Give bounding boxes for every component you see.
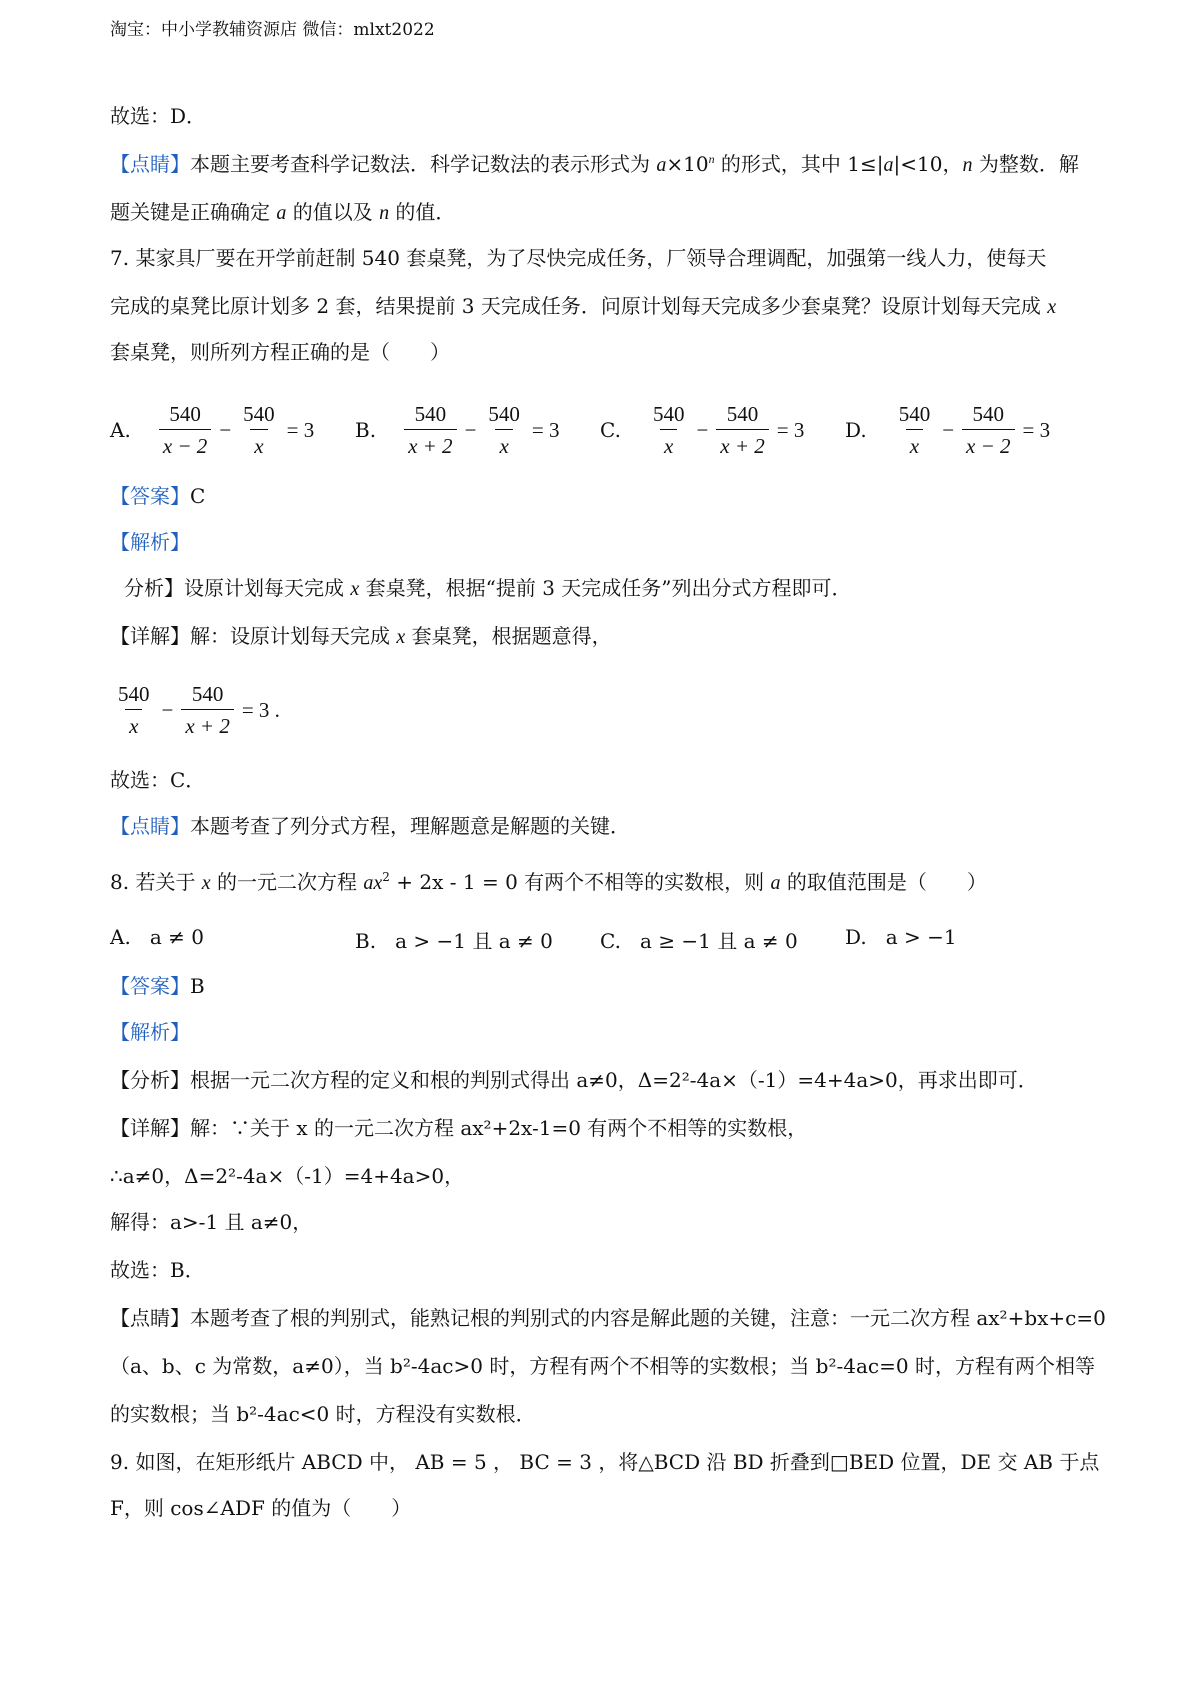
fraction: $\frac{540}{x}$ [488, 401, 520, 458]
fraction: $\frac{540}{x}$ [118, 682, 150, 738]
q7-equation: $\frac{540}{x}$ − $\frac{540}{x + 2}$ = 3 . [110, 682, 284, 739]
q8-stem: 8. 若关于 x 的一元二次方程 $ax^2 + 2x - 1 = 0$ 有两个不相等的实数根，则 a 的取值范围是（ ） [110, 870, 987, 894]
fraction: $\frac{540}{x + 2}$ [181, 682, 234, 739]
q8-option-b: B. a > −1 且 a ≠ 0 [355, 929, 553, 953]
q8-fenxi: 【分析】根据一元二次方程的定义和根的判别式得出 a≠0，Δ=2²-4a×（-1）=4+4a>0，再求出即可． [110, 1068, 1038, 1092]
q7-detail: 【详解】解：设原计划每天完成 x 套桌凳，根据题意得， [110, 624, 612, 648]
watermark: 淘宝：中小学教辅资源店 微信：mlxt2022 [110, 20, 435, 40]
fraction: $\frac{540}{x + 2}$ [716, 402, 769, 459]
q7-option-d: D. $\frac{540}{x}$ − $\frac{540}{x - 2}$ = 3 [845, 401, 1051, 458]
q7-option-a: A. $\frac{540}{x - 2}$ − $\frac{540}{x}$ = 3 [110, 401, 315, 458]
q7-stem-line2: 完成的桌凳比原计划多 2 套，结果提前 3 天完成任务．问原计划每天完成多少套桌凳？设原计划每天完成 x [110, 294, 1057, 318]
q8-choose: 故选：B． [110, 1258, 205, 1282]
q8-detail: 【详解】解：∵关于 x 的一元二次方程 ax²+2x-1=0 有两个不相等的实数根， [110, 1116, 808, 1140]
q8-tip-line3: 的实数根；当 b²-4ac<0 时，方程没有实数根． [110, 1402, 536, 1426]
q7-fenxi: 分析】设原计划每天完成 x 套桌凳，根据“提前 3 天完成任务”列出分式方程即可． [124, 576, 852, 600]
q8-tip-line2: （a、b、c 为常数，a≠0），当 b²-4ac>0 时，方程有两个不相等的实数根；当 b²-4ac=0 时，方程有两个相等 [110, 1354, 1095, 1378]
q7-option-b: B. $\frac{540}{x + 2}$ − $\frac{540}{x}$ = 3 [355, 401, 560, 458]
fraction: $\frac{540}{x}$ [652, 401, 685, 458]
q7-choose: 故选：C． [110, 768, 206, 792]
q7-tip: 【点睛】本题考查了列分式方程，理解题意是解题的关键． [110, 814, 630, 838]
q9-stem-line2: F，则 cos∠ADF 的值为（ ） [110, 1496, 412, 1520]
q6-choose: 故选：D． [110, 104, 207, 128]
q8-analysis: 【解析】 [110, 1020, 190, 1044]
fraction: $\frac{540}{x - 2}$ [962, 402, 1015, 459]
q8-option-c: C. a ≥ −1 且 a ≠ 0 [600, 929, 798, 953]
q8-option-a: A. a ≠ 0 [110, 925, 205, 949]
fraction: $\frac{540}{x}$ [243, 401, 275, 458]
fraction: $\frac{540}{x + 2}$ [404, 402, 457, 459]
q8-answer: 【答案】B [110, 974, 205, 998]
fraction: $\frac{540}{x}$ [898, 401, 931, 458]
q9-stem-line1: 9. 如图，在矩形纸片 ABCD 中， AB = 5 ， BC = 3 ，将△BCD 沿 BD 折叠到□BED 位置，DE 交 AB 于点 [110, 1450, 1100, 1474]
q7-stem-line1: 7. 某家具厂要在开学前赶制 540 套桌凳，为了尽快完成任务，厂领导合理调配，加强第一线人力，使每天 [110, 246, 1047, 270]
q7-stem-line3: 套桌凳，则所列方程正确的是（ ） [110, 340, 450, 364]
q8-tip-line1: 【点睛】本题考查了根的判别式，能熟记根的判别式的内容是解此题的关键，注意：一元二次方程 ax²+bx+c=0 [110, 1306, 1106, 1330]
q7-answer: 【答案】C [110, 484, 206, 508]
q8-option-d: D. a > −1 [845, 925, 957, 949]
q7-analysis: 【解析】 [110, 530, 190, 554]
q7-option-c: C. $\frac{540}{x}$ − $\frac{540}{x + 2}$ = 3 [600, 401, 805, 458]
q8-step1: ∴a≠0，Δ=2²-4a×（-1）=4+4a>0， [110, 1164, 465, 1188]
q6-tip-line1: 【点睛】本题主要考查科学记数法．科学记数法的表示形式为 $a\times 10^n$ 的形式，其中 1≤|a|<10，n 为整数．解 [110, 152, 1079, 176]
q6-tip-line2: 题关键是正确确定 a 的值以及 n 的值． [110, 200, 456, 224]
tip-tag: 【点睛】 [110, 152, 190, 176]
fraction: $\frac{540}{x - 2}$ [159, 402, 212, 459]
q8-step2: 解得：a>-1 且 a≠0， [110, 1210, 313, 1234]
